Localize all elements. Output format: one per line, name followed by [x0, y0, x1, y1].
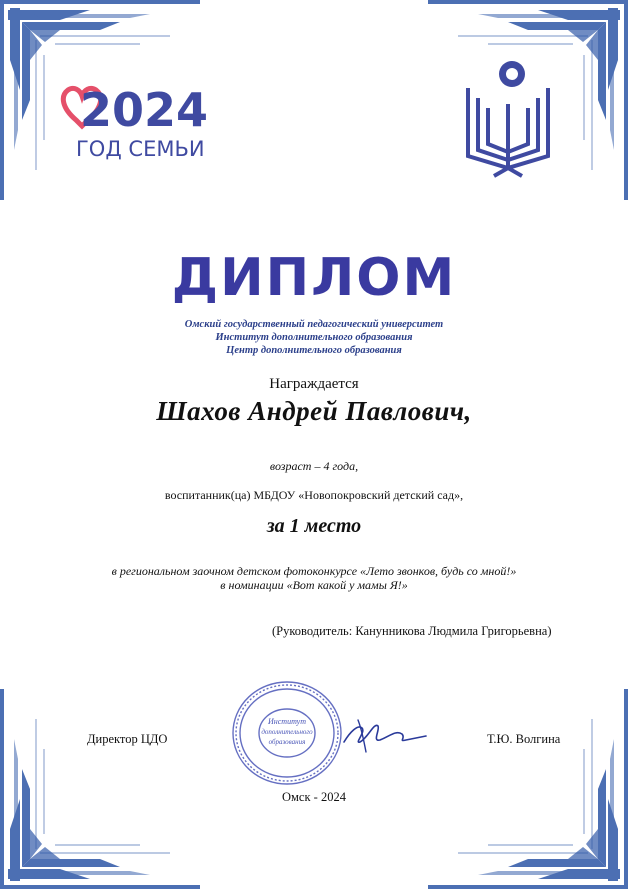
book-person-logo-icon — [458, 58, 558, 176]
logo-year-text: 2024 — [80, 83, 209, 137]
official-stamp — [230, 678, 345, 788]
director-name: Т.Ю. Волгина — [487, 732, 561, 746]
awarded-label: Награждается — [269, 376, 359, 392]
contest-description — [0, 564, 628, 592]
contest-line-1: в региональном заочном детском фотоконкурсе «Лето звонков, будь со мной!» — [111, 564, 517, 578]
city-year: Омск - 2024 — [282, 790, 346, 804]
award-place: за 1 место — [266, 515, 362, 537]
handwritten-signature — [340, 712, 430, 757]
recipient-age: возраст – 4 года, — [269, 459, 359, 473]
director-position: Директор ЦДО — [87, 732, 168, 746]
svg-text:Институт: Институт — [268, 717, 306, 726]
corner-ornament-bottom-left — [0, 689, 200, 889]
organization-center: Центр дополнительного образования — [226, 345, 402, 356]
svg-text:дополнительного: дополнительного — [261, 728, 313, 736]
logo-caption-text: ГОД СЕМЬИ — [76, 137, 205, 161]
organization-university: Омский государственный педагогический университет — [184, 319, 444, 330]
contest-line-2: в номинации «Вот какой у мамы Я!» — [220, 578, 408, 592]
svg-text:образования: образования — [268, 738, 306, 746]
recipient-institution: воспитанник(ца) МБДОУ «Новопокровский детский сад», — [164, 488, 464, 502]
corner-ornament-bottom-right — [428, 689, 628, 889]
organization-institute: Институт дополнительного образования — [215, 332, 413, 343]
diploma-title: ДИПЛОМ — [171, 248, 457, 308]
recipient-name: Шахов Андрей Павлович, — [156, 396, 472, 426]
leader-line: (Руководитель: Канунникова Людмила Григорьевна) — [272, 624, 552, 638]
year-of-family-logo — [58, 78, 209, 161]
